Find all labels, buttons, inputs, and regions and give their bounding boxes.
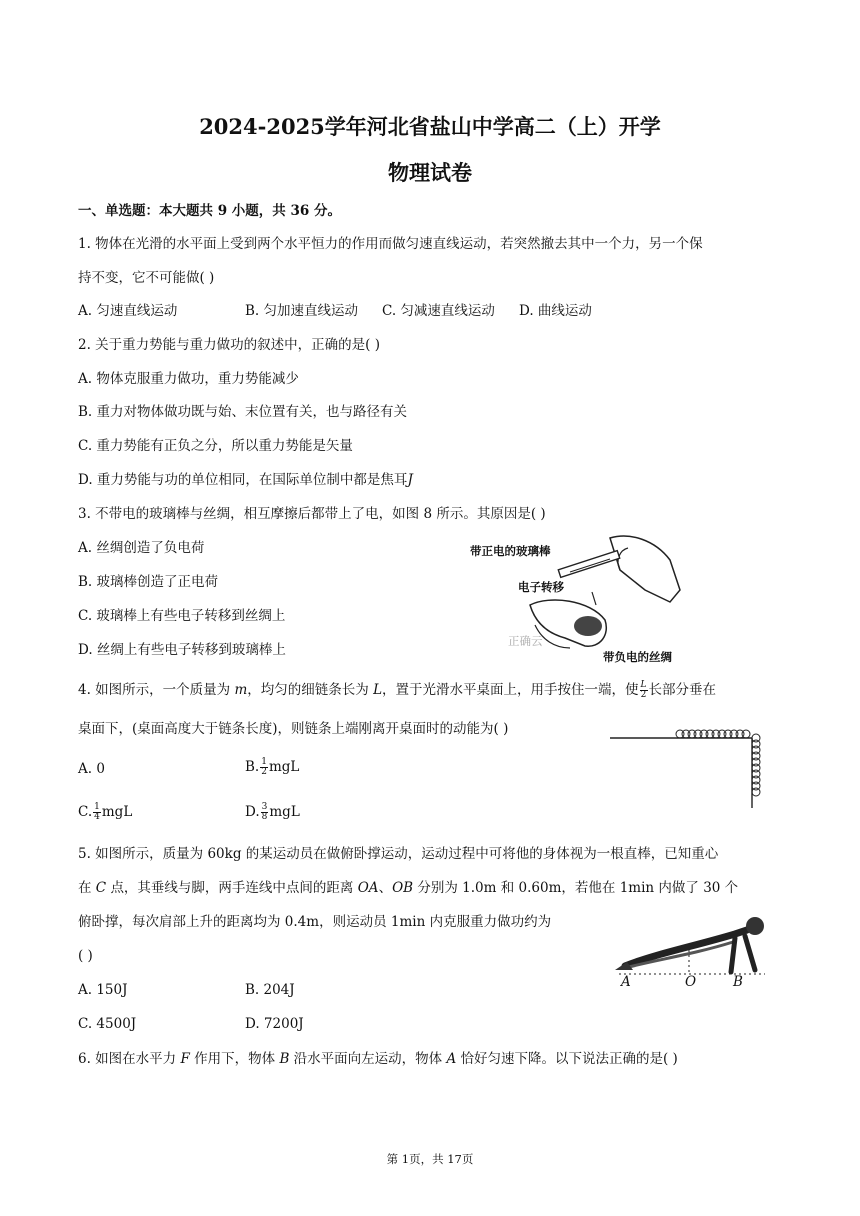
exam-title-line1: 2024-2025学年河北省盐山中学高二（上）开学 — [199, 114, 661, 139]
q5-option-b: B. 204J — [245, 982, 295, 998]
q5-figure-label-o: O — [685, 974, 697, 990]
q5-figure-label-a: A — [621, 974, 631, 990]
q2-option-d: D. 重力势能与功的单位相同，在国际单位制中都是焦耳J — [78, 472, 413, 488]
section-header: 一、单选题：本大题共 9 小题，共 36 分。 — [78, 203, 341, 219]
q2-option-a: A. 物体克服重力做功，重力势能减少 — [78, 371, 299, 387]
exam-title-line2: 物理试卷 — [388, 160, 472, 185]
q1-stem-line1: 1. 物体在光滑的水平面上受到两个水平恒力的作用而做匀速直线运动，若突然撤去其中一个力，另一个保 — [78, 236, 703, 252]
q3-figure-label-silk: 带负电的丝绸 — [603, 650, 672, 664]
q1-option-d: D. 曲线运动 — [519, 303, 592, 319]
q4-option-d: D. $\frac{3}{8}$ mgL — [245, 802, 300, 822]
q4-option-b: B. $\frac{1}{2}$ mgL — [245, 757, 300, 777]
q4-figure-chain-on-table — [608, 724, 768, 808]
q5-stem-line1: 5. 如图所示，质量为 60kg 的某运动员在做俯卧撑运动，运动过程中可将他的身体视为一根直棒，已知重心 — [78, 846, 719, 862]
q5-stem-line3: 俯卧撑，每次肩部上升的距离均为 0.4m，则运动员 1min 内克服重力做功约为 — [78, 914, 552, 930]
q1-option-c: C. 匀减速直线运动 — [382, 303, 495, 319]
q5-stem-line2: 在 C 点，其垂线与脚，两手连线中点间的距离 OA、OB 分别为 1.0m 和 0.60m，若他在 1min 内做了 30 个 — [78, 880, 739, 896]
q2-stem: 2. 关于重力势能与重力做功的叙述中，正确的是( ) — [78, 337, 380, 353]
q4-stem-line1: 4. 如图所示，一个质量为 m，均匀的细链条长为 L，置于光滑水平桌面上，用手按住一端，使 $\frac{L}{2}$ 长部分垂在 — [78, 680, 717, 700]
q3-figure-glass-rod-silk — [470, 530, 685, 670]
q4-stem-line2: 桌面下，(桌面高度大于链条长度)，则链条上端刚离开桌面时的动能为( ) — [78, 721, 509, 737]
q5-option-a: A. 150J — [78, 982, 128, 998]
q1-option-b: B. 匀加速直线运动 — [245, 303, 359, 319]
page-footer: 第 1页，共 17页 — [386, 1152, 474, 1166]
q4-option-c: C. $\frac{1}{4}$ mgL — [78, 802, 133, 822]
q1-stem-line2: 持不变，它不可能做( ) — [78, 270, 215, 286]
q3-option-b: B. 玻璃棒创造了正电荷 — [78, 574, 219, 590]
q5-stem-line4: ( ) — [78, 948, 93, 964]
q3-option-c: C. 玻璃棒上有些电子转移到丝绸上 — [78, 608, 286, 624]
q3-option-d: D. 丝绸上有些电子转移到玻璃棒上 — [78, 642, 286, 658]
q3-figure-label-rod: 带正电的玻璃棒 — [470, 544, 551, 558]
q5-figure-pushup — [605, 910, 785, 996]
q2-option-c: C. 重力势能有正负之分，所以重力势能是矢量 — [78, 438, 353, 454]
q3-stem: 3. 不带电的玻璃棒与丝绸，相互摩擦后都带上了电，如图 8 所示。其原因是( ) — [78, 506, 546, 522]
q3-option-a: A. 丝绸创造了负电荷 — [78, 540, 205, 556]
q3-figure-label-transfer: 电子转移 — [518, 580, 564, 594]
q5-option-d: D. 7200J — [245, 1016, 304, 1032]
q4-option-a: A. 0 — [78, 761, 105, 777]
q1-option-a: A. 匀速直线运动 — [78, 303, 178, 319]
q3-figure-watermark: 正确云 — [508, 634, 543, 648]
q5-figure-label-b: B — [733, 974, 743, 990]
q2-option-b: B. 重力对物体做功既与始、末位置有关，也与路径有关 — [78, 404, 408, 420]
q6-stem: 6. 如图在水平力 F 作用下，物体 B 沿水平面向左运动，物体 A 恰好匀速下降。以下说法正确的是( ) — [78, 1051, 678, 1067]
q5-option-c: C. 4500J — [78, 1016, 137, 1032]
